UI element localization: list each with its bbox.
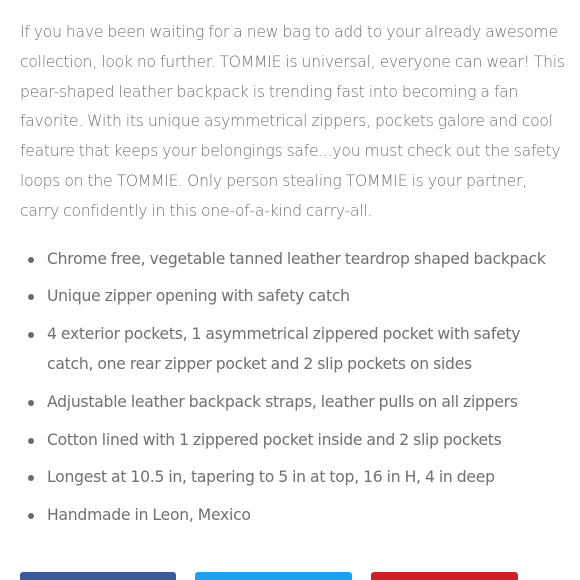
share-bar — [0, 572, 580, 580]
feature-list-item — [20, 501, 565, 531]
bullet-icon — [28, 294, 34, 300]
product-description: If you have been waiting for a new bag to add to your already awesome collection, look no further. TOMMIE is universal, everyone can wear! This pear-shaped leather backpack is trending fast into becoming a fan favorite. With its unique asymmetrical zippers, pockets galore and cool feature that keeps your belongings safe...you must check out the safety loops on the TOMMIE. Only person stealing TOMMIE is your partner, carry confidently in this one-of-a-kind carry-all. — [20, 23, 565, 220]
feature-list-item — [20, 463, 565, 493]
feature-list-item — [20, 320, 565, 380]
bullet-icon — [28, 400, 34, 406]
feature-text: Handmade in Leon, Mexico — [47, 506, 251, 525]
feature-text: Unique zipper opening with safety catch — [47, 287, 350, 306]
feature-list-item — [20, 245, 565, 275]
share-twitter-button[interactable] — [195, 572, 352, 580]
bullet-icon — [28, 332, 34, 338]
feature-text: Chrome free, vegetable tanned leather teardrop shaped backpack — [47, 249, 546, 268]
listing-content — [20, 18, 565, 539]
feature-list — [20, 245, 565, 531]
feature-list-item — [20, 388, 565, 418]
feature-list-item — [20, 426, 565, 456]
feature-text: Cotton lined with 1 zippered pocket inside and 2 slip pockets — [47, 430, 502, 449]
bullet-icon — [28, 475, 34, 481]
share-pinterest-button[interactable] — [371, 572, 518, 580]
bullet-icon — [28, 257, 34, 263]
feature-text: Longest at 10.5 in, tapering to 5 in at top, 16 in H, 4 in deep — [47, 468, 495, 487]
feature-text: 4 exterior pockets, 1 asymmetrical zippered pocket with safety catch, one rear zipper pocket and 2 slip pockets on sides — [47, 325, 521, 373]
feature-text: Adjustable leather backpack straps, leather pulls on all zippers — [47, 392, 518, 411]
share-facebook-button[interactable] — [20, 572, 176, 580]
bullet-icon — [28, 438, 34, 444]
bullet-icon — [28, 513, 34, 519]
feature-list-item — [20, 282, 565, 312]
